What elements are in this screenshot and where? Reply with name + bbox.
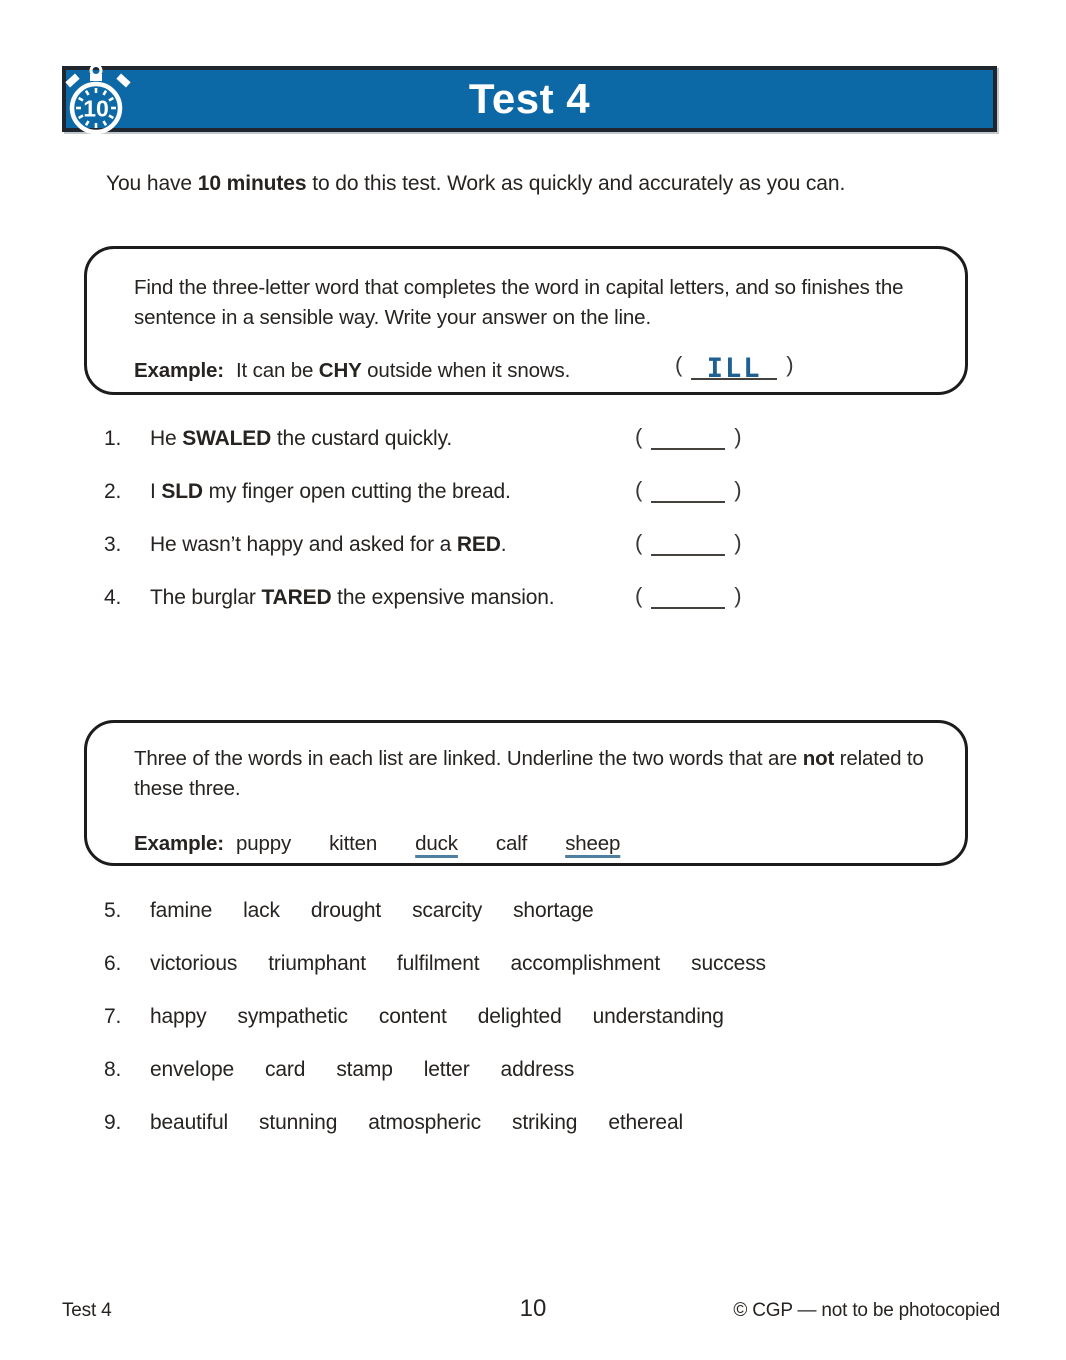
word-list — [150, 952, 766, 976]
example-word: puppy — [235, 832, 292, 855]
page-title: Test 4 — [468, 75, 591, 122]
word-option[interactable]: beautiful — [150, 1111, 229, 1134]
word-option[interactable]: address — [500, 1058, 575, 1081]
example-answer-text: ILL — [706, 353, 762, 384]
question-number: 3. — [104, 533, 122, 556]
word-option[interactable]: sympathetic — [237, 1005, 348, 1028]
close-paren: ) — [734, 530, 742, 555]
answer-blank-2[interactable] — [635, 477, 741, 503]
answer-blank-3[interactable] — [635, 530, 741, 556]
answer-line[interactable] — [651, 536, 725, 556]
example-word: duck — [415, 832, 458, 855]
word-option[interactable]: content — [378, 1005, 447, 1028]
question-row-1 — [104, 424, 864, 480]
word-option[interactable]: happy — [150, 1005, 207, 1028]
word-option[interactable]: shortage — [513, 899, 594, 922]
open-paren: ( — [635, 583, 643, 608]
stopwatch-icon — [58, 63, 138, 137]
word-option[interactable]: scarcity — [412, 899, 483, 922]
word-list — [150, 1111, 683, 1135]
word-option[interactable]: card — [265, 1058, 306, 1081]
question-row-4 — [104, 583, 864, 639]
question-number: 8. — [104, 1058, 122, 1081]
word-list — [150, 1005, 724, 1029]
intro-text: You have 10 minutes to do this test. Work as quickly and accurately as you can. — [106, 172, 846, 195]
word-option[interactable]: envelope — [150, 1058, 235, 1081]
question-row-3 — [104, 530, 864, 586]
answer-line[interactable] — [651, 483, 725, 503]
footer-copyright: © CGP — not to be photocopied — [733, 1300, 1000, 1321]
word-option[interactable]: letter — [423, 1058, 470, 1081]
word-option[interactable]: accomplishment — [510, 952, 661, 975]
questions-5-9 — [104, 899, 964, 1164]
footer-test-label: Test 4 — [62, 1300, 112, 1321]
question-number: 9. — [104, 1111, 122, 1134]
instruction-box-underline-words — [84, 720, 968, 866]
answer-blank-4[interactable] — [635, 583, 741, 609]
open-paren: ( — [635, 530, 643, 555]
footer-page-number: 10 — [519, 1295, 547, 1322]
example-word-list — [236, 829, 620, 859]
example-word: kitten — [329, 832, 378, 855]
answer-line[interactable] — [651, 589, 725, 609]
example-label: Example: — [134, 832, 224, 855]
question-row-6 — [104, 952, 964, 1005]
instruction-box-complete-word — [84, 246, 968, 395]
question-text: He SWALED the custard quickly. — [150, 427, 453, 450]
box2-example — [134, 829, 929, 859]
stopwatch-timer-icon — [58, 63, 138, 137]
word-list — [150, 899, 594, 923]
question-text: I SLD my finger open cutting the bread. — [150, 480, 511, 503]
example-answer-blank — [675, 350, 794, 384]
word-option[interactable]: success — [691, 952, 766, 975]
word-option[interactable]: victorious — [150, 952, 238, 975]
word-list — [150, 1058, 574, 1082]
close-paren: ) — [734, 424, 742, 449]
open-paren: ( — [635, 477, 643, 502]
question-number: 4. — [104, 586, 122, 609]
box1-instruction: Find the three-letter word that completes the word in capital letters, and so finishes the sentence in a sensible way. Write your answer on the line. — [134, 276, 904, 329]
question-row-9 — [104, 1111, 964, 1164]
question-number: 2. — [104, 480, 122, 503]
question-text: The burglar TARED the expensive mansion. — [150, 586, 555, 609]
word-option[interactable]: fulfilment — [396, 952, 480, 975]
question-row-5 — [104, 899, 964, 952]
question-row-8 — [104, 1058, 964, 1111]
open-paren: ( — [675, 352, 683, 377]
word-option[interactable]: atmospheric — [368, 1111, 481, 1134]
close-paren: ) — [734, 583, 742, 608]
question-row-7 — [104, 1005, 964, 1058]
question-number: 7. — [104, 1005, 122, 1028]
open-paren: ( — [635, 424, 643, 449]
word-option[interactable]: delighted — [477, 1005, 562, 1028]
word-option[interactable]: drought — [310, 899, 382, 922]
word-option[interactable]: famine — [150, 899, 213, 922]
question-number: 5. — [104, 899, 122, 922]
word-option[interactable]: understanding — [592, 1005, 724, 1028]
question-row-2 — [104, 477, 864, 533]
close-paren: ) — [786, 352, 794, 377]
timer-minutes-label: 10 — [83, 95, 109, 122]
example-word: calf — [495, 832, 528, 855]
box1-example: Example: It can be CHY outside when it snows. ( ILL ) — [134, 352, 794, 384]
example-word: sheep — [565, 832, 621, 855]
question-number: 6. — [104, 952, 122, 975]
word-option[interactable]: striking — [511, 1111, 578, 1134]
box2-instruction: Three of the words in each list are linked. Underline the two words that are not related to these three. — [134, 747, 924, 800]
word-option[interactable]: triumphant — [268, 952, 366, 975]
answer-line[interactable] — [651, 430, 725, 450]
header-bar — [62, 66, 997, 132]
example-blank-line — [691, 350, 777, 384]
answer-blank-1[interactable] — [635, 424, 741, 450]
questions-1-4 — [104, 424, 864, 639]
word-option[interactable]: ethereal — [608, 1111, 684, 1134]
question-number: 1. — [104, 427, 122, 450]
word-option[interactable]: stamp — [336, 1058, 393, 1081]
close-paren: ) — [734, 477, 742, 502]
question-text: He wasn’t happy and asked for a RED. — [150, 533, 507, 556]
word-option[interactable]: stunning — [259, 1111, 338, 1134]
example-label: Example: — [134, 359, 224, 382]
word-option[interactable]: lack — [243, 899, 280, 922]
